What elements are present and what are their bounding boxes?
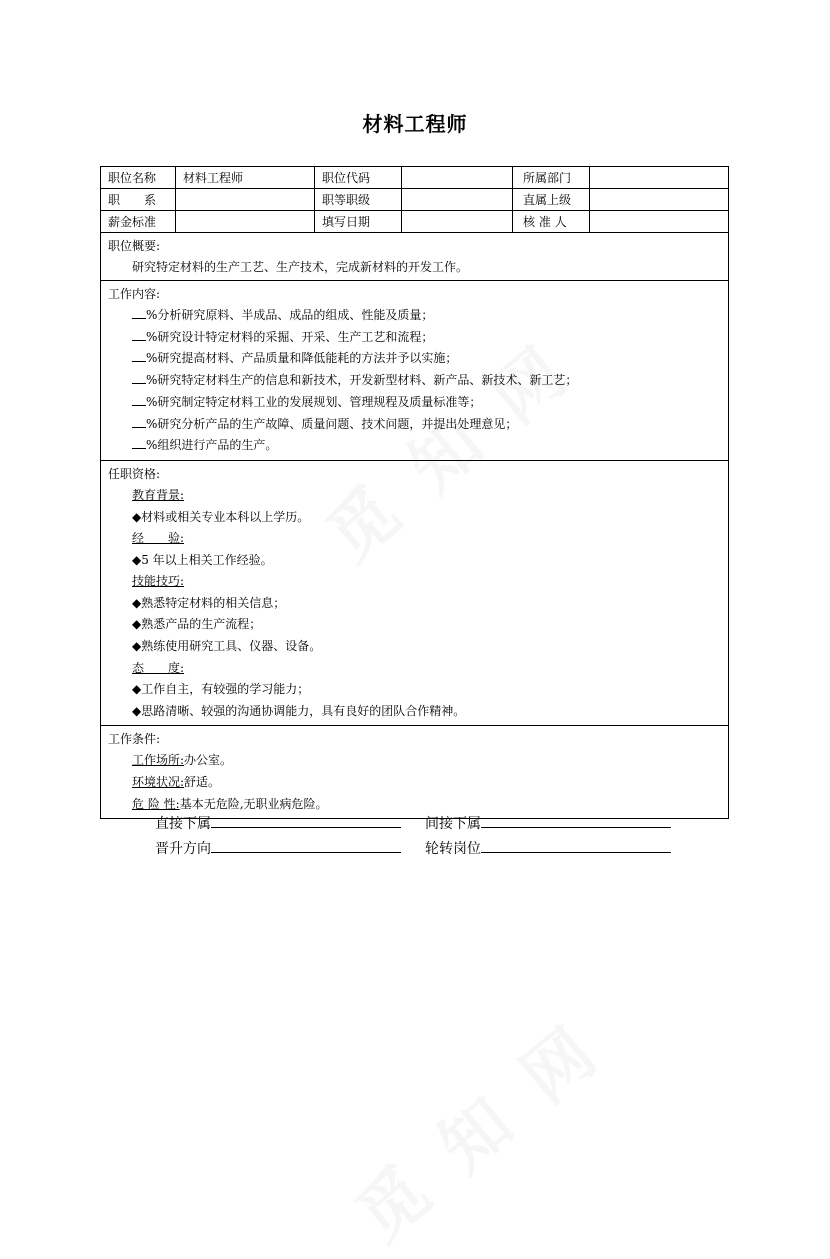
label-supervisor: 直属上级 <box>513 189 590 211</box>
value-job-family <box>176 189 315 211</box>
overview-section <box>101 233 729 281</box>
job-description-table <box>100 166 729 819</box>
experience-item: ◆5 年以上相关工作经验。 <box>132 552 273 567</box>
skill-item: ◆熟悉特定材料的相关信息； <box>132 595 286 610</box>
qualifications-heading: 任职资格: <box>108 466 161 481</box>
conditions-section <box>101 726 729 819</box>
duties-heading: 工作内容: <box>108 287 161 301</box>
label-position-name: 职位名称 <box>101 167 176 189</box>
duty-item: %研究提高材料、产品质量和降低能耗的方法并予以实施； <box>108 348 721 370</box>
overview-text: 研究特定材料的生产工艺、生产技术，完成新材料的开发工作。 <box>132 260 469 274</box>
label-grade: 职等职级 <box>315 189 402 211</box>
table-row <box>101 460 729 726</box>
table-row <box>101 726 729 819</box>
risk: 危 险 性:基本无危险,无职业病危险。 <box>132 796 328 811</box>
rotation-field: 轮转岗位 <box>425 838 671 858</box>
value-supervisor <box>590 189 729 211</box>
label-position-code: 职位代码 <box>315 167 402 189</box>
value-salary <box>176 211 315 233</box>
duty-item: %组织进行产品的生产。 <box>108 435 721 457</box>
duty-item: %研究制定特定材料工业的发展规划、管理规程及质量标准等； <box>108 392 721 414</box>
duty-item: %研究分析产品的生产故障、质量问题、技术问题，并提出处理意见； <box>108 414 721 436</box>
table-row <box>101 281 729 461</box>
work-place: 工作场所:办公室。 <box>132 753 233 768</box>
attitude-label: 态 度: <box>132 660 185 675</box>
value-approver <box>590 211 729 233</box>
value-position-code <box>402 167 513 189</box>
label-salary: 薪金标准 <box>101 211 176 233</box>
page-title: 材料工程师 <box>362 112 468 136</box>
duties-section <box>101 281 729 461</box>
skill-item: ◆熟悉产品的生产流程； <box>132 617 262 632</box>
promotion-field: 晋升方向 <box>155 838 401 858</box>
label-department: 所属部门 <box>513 167 590 189</box>
table-row <box>101 233 729 281</box>
experience-label: 经 验: <box>132 531 185 546</box>
value-grade <box>402 189 513 211</box>
skill-item: ◆熟练使用研究工具、仪器、设备。 <box>132 639 322 654</box>
value-position-name: 材料工程师 <box>176 167 315 189</box>
table-row <box>101 189 729 211</box>
attitude-item: ◆思路清晰、较强的沟通协调能力，具有良好的团队合作精神。 <box>132 703 466 718</box>
direct-reports-field: 直接下属 <box>155 813 401 833</box>
label-job-family: 职 系 <box>101 189 176 211</box>
value-fill-date <box>402 211 513 233</box>
value-department <box>590 167 729 189</box>
label-approver: 核 准 人 <box>513 211 590 233</box>
duty-item: %分析研究原料、半成品、成品的组成、性能及质量； <box>108 305 721 327</box>
education-item: ◆材料或相关专业本科以上学历。 <box>132 509 310 524</box>
watermark <box>333 998 619 1259</box>
label-fill-date: 填写日期 <box>315 211 402 233</box>
table-row <box>101 167 729 189</box>
duty-item: %研究特定材料生产的信息和新技术，开发新型材料、新产品、新技术、新工艺； <box>108 370 721 392</box>
overview-heading: 职位概要: <box>108 239 161 253</box>
duty-item: %研究设计特定材料的采掘、开采、生产工艺和流程； <box>108 327 721 349</box>
education-label: 教育背景: <box>132 487 185 502</box>
environment: 环境状况:舒适。 <box>132 775 221 790</box>
table-row <box>101 211 729 233</box>
qualifications-section <box>101 460 729 726</box>
attitude-item: ◆工作自主，有较强的学习能力； <box>132 682 310 697</box>
skills-label: 技能技巧: <box>132 574 185 589</box>
conditions-heading: 工作条件: <box>108 732 161 747</box>
indirect-reports-field: 间接下属 <box>425 813 671 833</box>
